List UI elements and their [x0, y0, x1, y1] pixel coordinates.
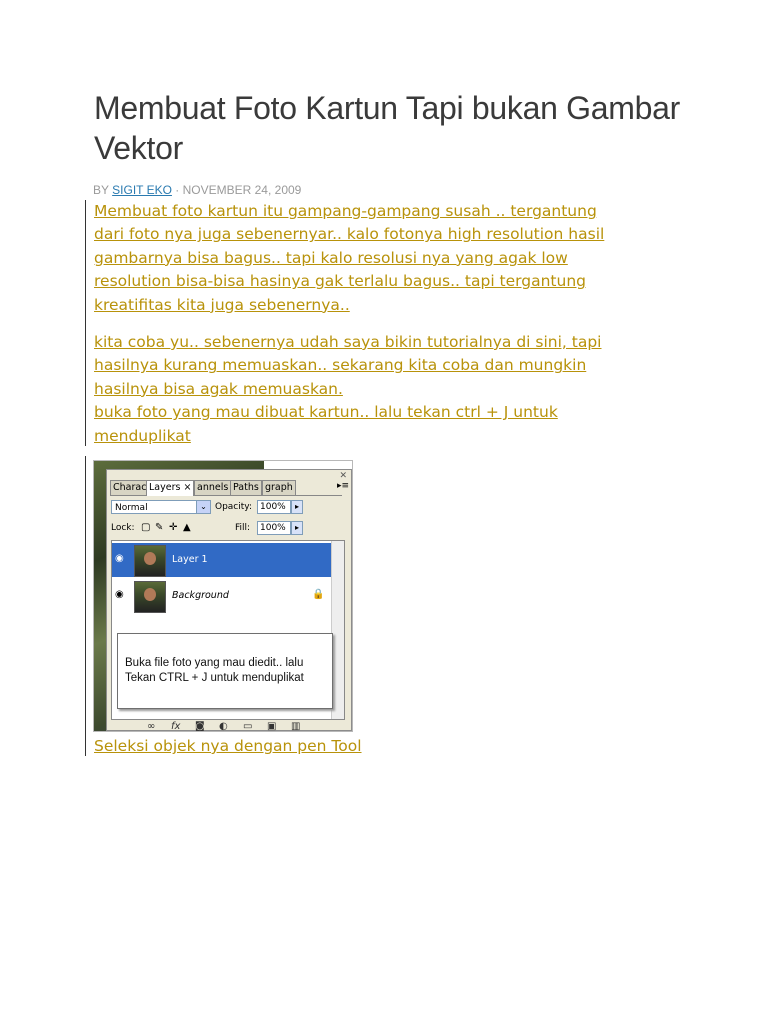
intro-paragraph [94, 200, 604, 317]
next-step-paragraph [94, 735, 362, 758]
lock-all-icon: ▲ [183, 522, 191, 533]
layer-row-background [112, 579, 332, 613]
instruction-callout [117, 633, 333, 709]
blend-row [111, 500, 347, 516]
folder-icon: ▭ [243, 721, 253, 732]
opacity-label: Opacity: [215, 502, 252, 512]
fx-icon: fx [171, 721, 181, 732]
opacity-value: 100% [257, 500, 291, 514]
fill-value: 100% [257, 521, 291, 535]
mask-icon: ◙ [195, 721, 205, 732]
byline-separator: · [175, 183, 180, 197]
lock-icon: 🔒 [312, 589, 325, 600]
eye-icon: ◉ [115, 553, 124, 564]
post-date: NOVEMBER 24, 2009 [182, 183, 302, 197]
chevron-down-icon: ⌄ [196, 501, 210, 513]
panel-menu-icon: ▸≡ [336, 481, 349, 491]
tab-layers: Layers × [146, 480, 194, 496]
blend-mode-select [111, 500, 211, 514]
tab-paragraph: graph [262, 480, 296, 495]
adjustment-icon: ◐ [219, 721, 228, 732]
layer-name: Background [172, 590, 229, 601]
fill-label: Fill: [235, 523, 251, 533]
trash-icon: ▥ [291, 721, 301, 732]
tab-paths: Paths [230, 480, 262, 495]
article-title: Membuat Foto Kartun Tapi bukan Gambar Vektor [94, 90, 680, 166]
layer-thumbnail [134, 581, 166, 613]
layer-thumbnail [134, 545, 166, 577]
paragraph-line[interactable]: menduplikat [94, 426, 191, 445]
byline [93, 183, 301, 197]
new-layer-icon: ▣ [267, 721, 277, 732]
paragraph-line[interactable]: kita coba yu.. sebenernya udah saya bikin tutorialnya di sini, tapi [94, 333, 602, 351]
second-paragraph [94, 331, 602, 448]
layer-row-layer1 [112, 543, 332, 577]
quote-bar-lower [85, 456, 86, 756]
lock-brush-icon: ✎ [155, 522, 164, 533]
tab-character: Charac [110, 480, 149, 495]
callout-text: Buka file foto yang mau diedit.. lalu Tekan CTRL + J untuk menduplikat [125, 657, 304, 684]
paragraph-line[interactable]: resolution bisa-bisa hasinya gak terlalu bagus.. tapi tergantung [94, 272, 586, 291]
byline-prefix: BY [93, 183, 109, 197]
paragraph-line[interactable]: hasilnya kurang memuaskan.. sekarang kita coba dan mungkin [94, 356, 587, 375]
blend-mode-value: Normal [115, 503, 148, 513]
close-icon: ✕ [339, 471, 347, 481]
next-step-link[interactable]: Seleksi objek nya dengan pen Tool [94, 737, 362, 755]
paragraph-line[interactable]: hasilnya bisa agak memuaskan. [94, 379, 343, 398]
lock-transparent-icon: ▢ [141, 522, 151, 533]
quote-bar [85, 200, 86, 446]
layers-panel [106, 469, 352, 731]
layer-name: Layer 1 [172, 554, 208, 565]
fill-arrow-icon: ▸ [291, 521, 303, 535]
opacity-arrow-icon: ▸ [291, 500, 303, 514]
lock-move-icon: ✛ [169, 522, 178, 533]
paragraph-line[interactable]: kreatifitas kita juga sebenernya.. [94, 295, 350, 314]
paragraph-line[interactable]: dari foto nya juga sebenernyar.. kalo fotonya high resolution hasil [94, 225, 605, 244]
panel-tabs [110, 480, 342, 496]
photoshop-layers-screenshot [93, 460, 353, 732]
link-icon: ∞ [147, 721, 156, 732]
paragraph-line[interactable]: buka foto yang mau dibuat kartun.. lalu tekan ctrl + J untuk [94, 403, 558, 422]
eye-icon: ◉ [115, 589, 124, 600]
lock-label: Lock: [111, 523, 135, 533]
author-link[interactable]: SIGIT EKO [112, 183, 172, 197]
lock-row [111, 521, 347, 537]
tab-channels: annels [194, 480, 231, 495]
paragraph-line[interactable]: Membuat foto kartun itu gampang-gampang susah .. tergantung [94, 202, 597, 220]
paragraph-line[interactable]: gambarnya bisa bagus.. tapi kalo resolusi nya yang agak low [94, 248, 568, 267]
